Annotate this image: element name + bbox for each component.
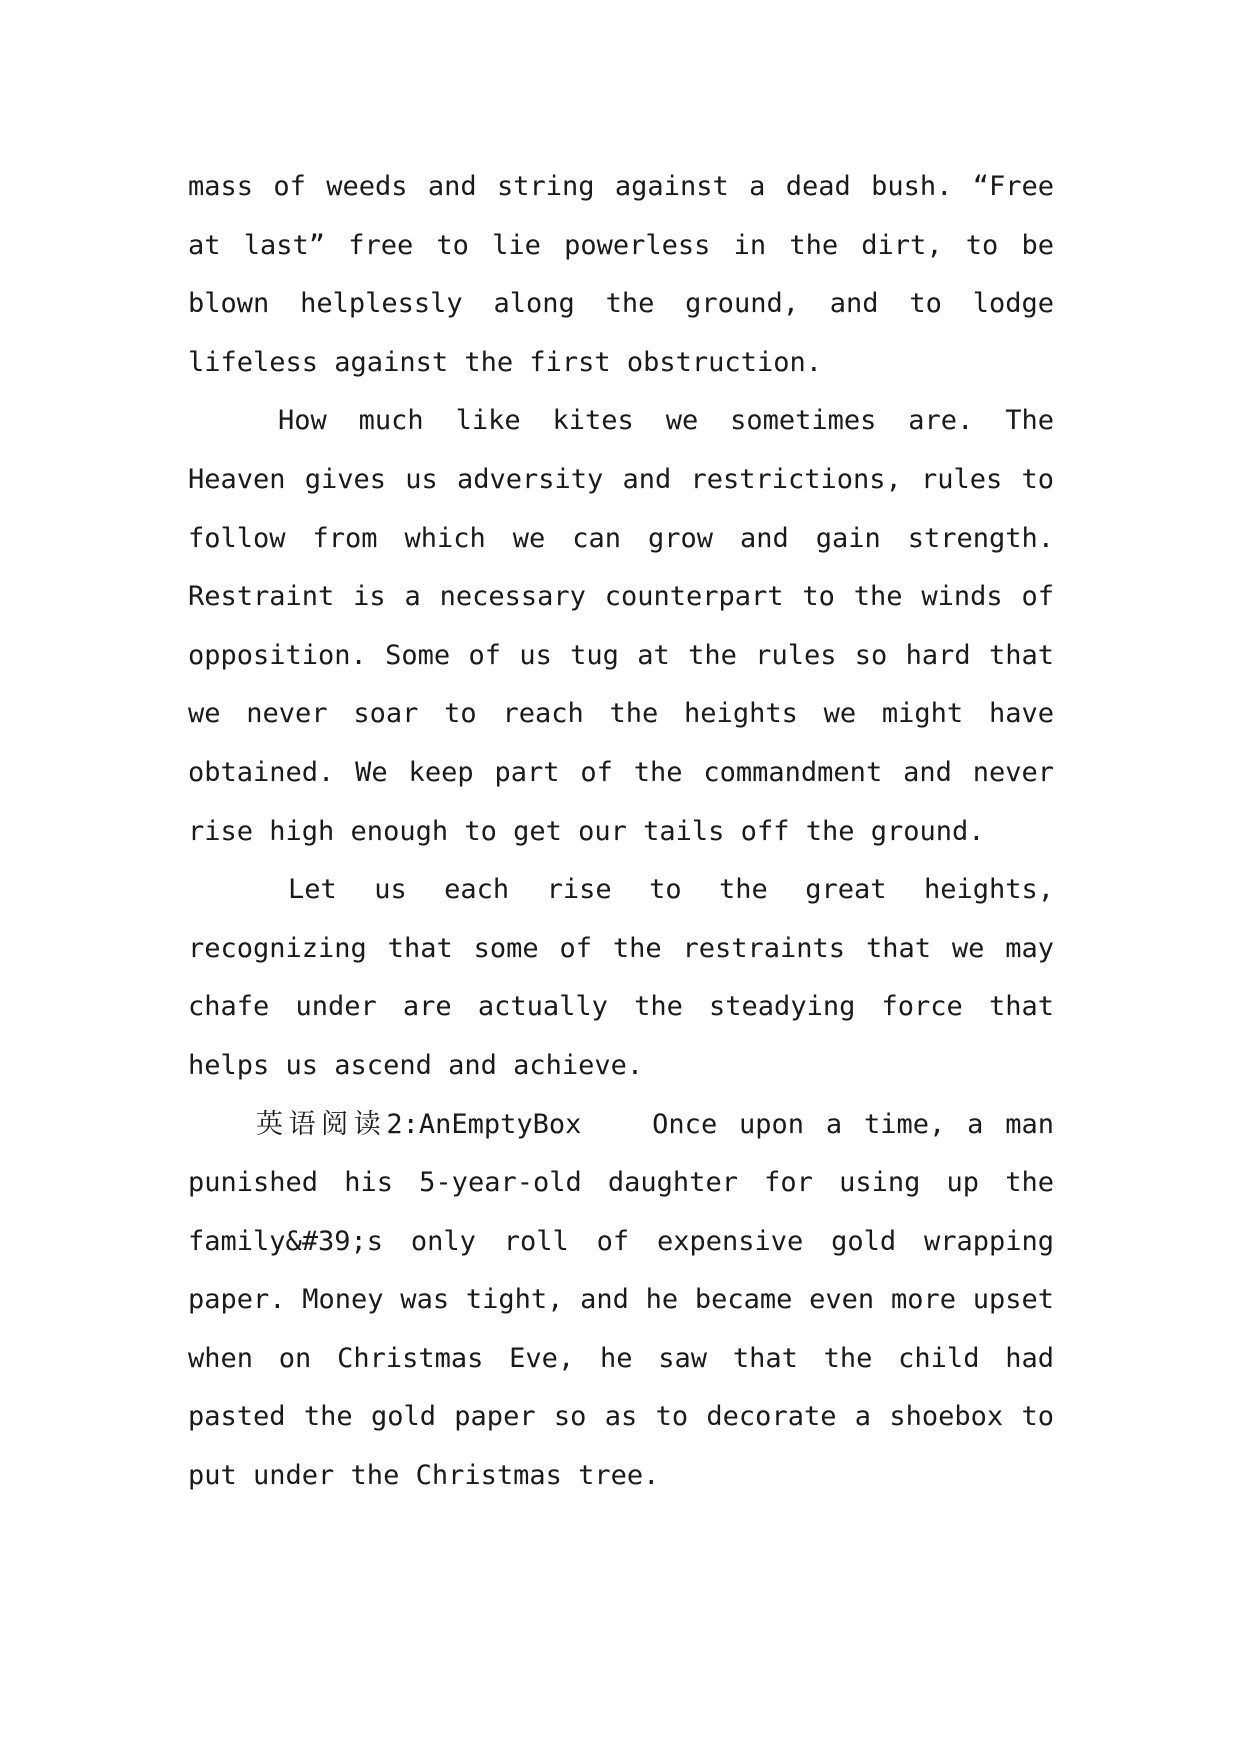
- paragraph-rise-heights: Let us each rise to the great heights, recognizing that some of the restraints that we may chafe under are actually the steadying force that helps us ascend and achieve.: [188, 874, 1054, 1081]
- paragraph-like-kites: How much like kites we sometimes are. The Heaven gives us adversity and restrictions, rules to follow from which we can grow and gain strength. Restraint is a necessary counterpart to the winds of opposition. Some of us tug at the rules so hard that we never soar to reach the heights we might have obtained. We keep part of the commandment and never rise high enough to get our tails off the ground.: [188, 405, 1054, 847]
- body-text: [188, 158, 1054, 1506]
- paragraph-empty-box: 英语阅读2:AnEmptyBox Once upon a time, a man punished his 5-year-old daughter for using up the family&#39;s only roll of expensive gold wrapping paper. Money was tight, and he became even more upset when on Christmas Eve, he saw that the child had pasted the gold paper so as to decorate a shoebox to put under the Christmas tree.: [188, 1108, 1054, 1492]
- paragraph-kite-ending: mass of weeds and string against a dead bush. “Free at last” free to lie powerless in the dirt, to be blown helplessly along the ground, and to lodge lifeless against the first obstruction.: [188, 171, 1054, 378]
